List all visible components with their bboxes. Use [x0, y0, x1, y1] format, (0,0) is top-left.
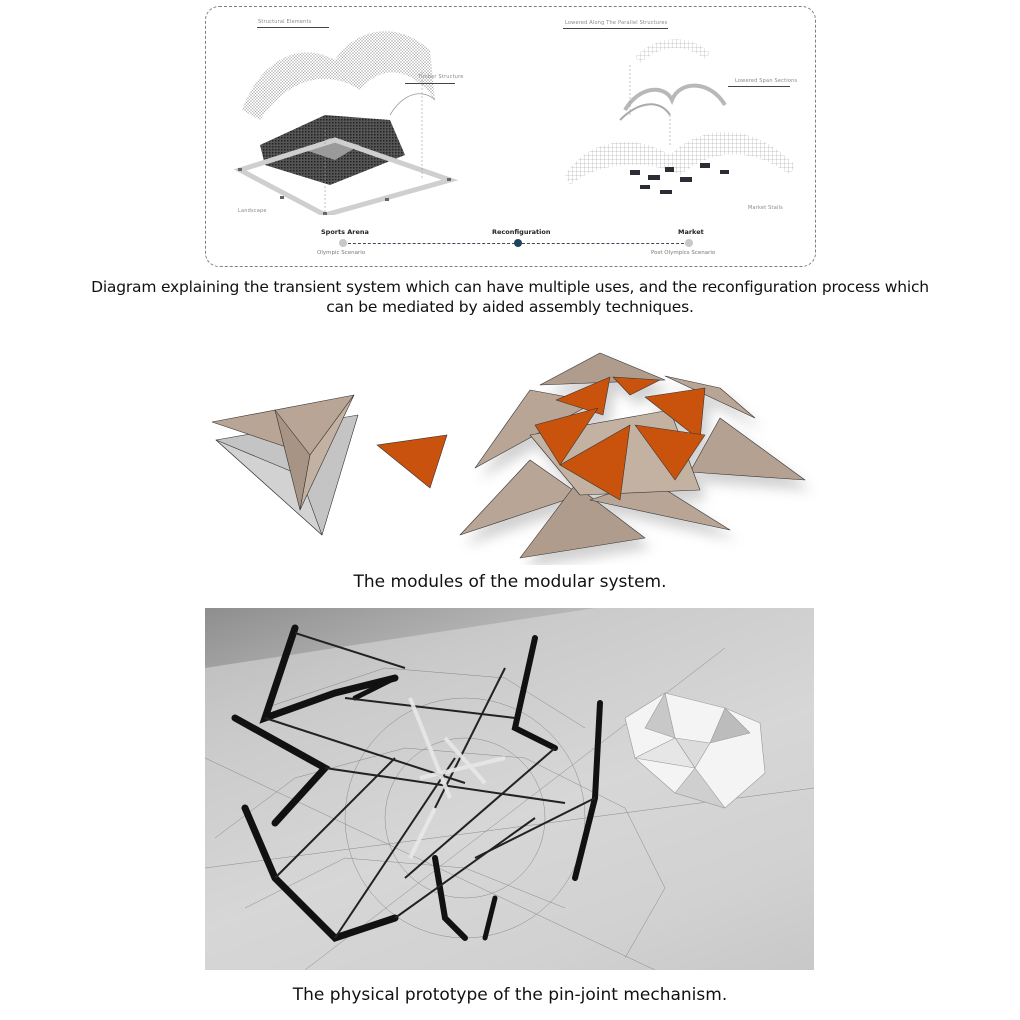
modules-rendering [200, 340, 820, 565]
label-lowered-span: Lowered Span Sections [735, 78, 798, 84]
timeline-node-market [685, 239, 693, 247]
stage-title-market: Market [678, 228, 704, 236]
caption-prototype: The physical prototype of the pin-joint mechanism. [292, 985, 728, 1005]
caption-diagram-line1: Diagram explaining the transient system which can have multiple uses, and the reconfiguration process which [91, 278, 929, 296]
market-illustration [560, 35, 800, 205]
caption-modules: The modules of the modular system. [353, 572, 667, 592]
leader-line [405, 83, 455, 84]
stage-title-sports-arena: Sports Arena [321, 228, 369, 236]
label-lowered-parallel: Lowered Along The Parallel Structures [565, 20, 668, 26]
timeline-node-reconfiguration [514, 239, 522, 247]
stage-title-reconfiguration: Reconfiguration [492, 228, 551, 236]
pin-joint-mechanism-drawing [205, 608, 814, 970]
leader-line [728, 86, 790, 87]
label-market-stalls: Market Stalls [748, 205, 783, 211]
sports-arena-illustration [230, 20, 460, 215]
label-landscape: Landscape [238, 208, 267, 214]
label-timber-structure: Timber Structure [418, 74, 464, 80]
caption-diagram [0, 277, 1020, 317]
single-module [212, 395, 358, 535]
assembled-cluster [460, 353, 805, 558]
label-structural-elements: Structural Elements [258, 19, 312, 25]
single-panel [377, 435, 447, 488]
stage-subtitle-post-olympics: Post Olympics Scenario [651, 250, 716, 256]
timeline-node-sports-arena [339, 239, 347, 247]
prototype-photo [205, 608, 814, 970]
leader-line [563, 28, 668, 29]
stage-subtitle-olympic: Olympic Scenario [317, 250, 366, 256]
caption-diagram-line2: can be mediated by aided assembly techniques. [326, 298, 694, 316]
leader-line [257, 27, 329, 28]
